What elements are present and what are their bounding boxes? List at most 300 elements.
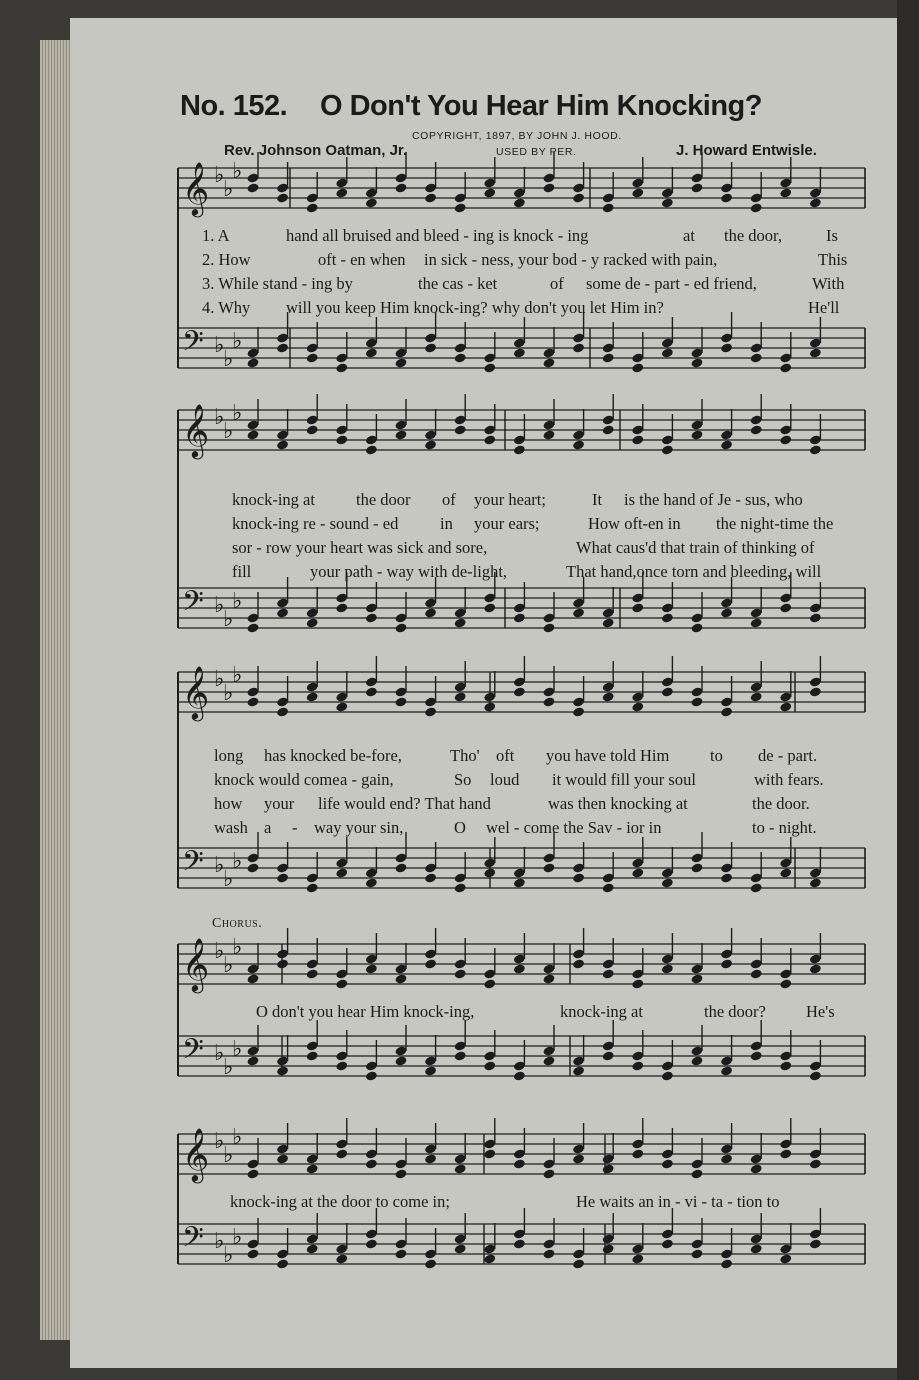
notehead <box>809 1070 822 1081</box>
notehead <box>365 1070 378 1081</box>
lyric-v3-b: the cas - ket <box>418 274 498 293</box>
lyric-b2-l1-c: of <box>442 490 456 509</box>
notehead <box>690 357 703 368</box>
notehead <box>602 882 615 893</box>
notehead <box>542 973 555 984</box>
notehead <box>246 182 259 193</box>
notehead <box>631 978 644 989</box>
chorus-l2-b: He waits an in - vi - ta - tion to <box>576 1192 780 1211</box>
lyric-b3-l1-e: you have told Him <box>546 746 670 765</box>
notehead <box>631 1060 644 1071</box>
notehead <box>542 696 555 707</box>
notehead <box>779 187 792 198</box>
notehead <box>631 867 644 878</box>
lyric-b3-l2-c: So <box>454 770 472 789</box>
flat-icon: ♭ <box>214 939 225 964</box>
notehead <box>542 1055 555 1066</box>
flat-icon: ♭ <box>232 935 243 960</box>
notehead <box>720 342 733 353</box>
notehead <box>542 862 555 873</box>
notehead <box>424 958 437 969</box>
notehead <box>335 867 348 878</box>
notehead <box>483 187 496 198</box>
lyric-b3-l3-c: life would end? That hand <box>318 794 491 813</box>
notehead <box>631 434 644 445</box>
lyric-b3-l2-d: loud <box>490 770 520 789</box>
lyric-b2-l1-a: knock-ing at <box>232 490 315 509</box>
treble-clef-icon: 𝄞 <box>182 161 210 215</box>
notehead <box>750 882 763 893</box>
lyric-b2-l4-b: your path - way with de-light, <box>310 562 508 581</box>
notehead <box>602 1163 615 1174</box>
lyric-b3-l2-f: with fears. <box>754 770 824 789</box>
notehead <box>394 1168 407 1179</box>
bass-clef-icon: 𝄢 <box>182 585 204 625</box>
treble-clef-icon: 𝄞 <box>182 403 210 457</box>
notehead <box>483 1148 496 1159</box>
flat-icon: ♭ <box>214 853 225 878</box>
notehead <box>602 352 615 363</box>
treble-clef-icon: 𝄞 <box>182 1127 210 1181</box>
lyric-b3-l4-e: O <box>454 818 466 837</box>
lyric-v1-d: the door, <box>724 226 782 245</box>
chorus-l1-b: knock-ing at <box>560 1002 643 1021</box>
notehead <box>394 862 407 873</box>
notehead <box>424 439 437 450</box>
notehead <box>572 439 585 450</box>
notehead <box>335 1148 348 1159</box>
notehead <box>246 1248 259 1259</box>
notehead <box>631 701 644 712</box>
notehead <box>424 342 437 353</box>
notehead <box>276 192 289 203</box>
lyric-v2-c: in sick - ness, your bod - y racked with pain, <box>424 250 718 269</box>
notehead <box>394 429 407 440</box>
notehead <box>246 1168 259 1179</box>
flat-icon: ♭ <box>214 593 225 618</box>
notehead <box>306 968 319 979</box>
notehead <box>690 1248 703 1259</box>
flat-icon: ♭ <box>214 1129 225 1154</box>
notehead <box>572 958 585 969</box>
notehead <box>276 1258 289 1269</box>
notehead <box>365 612 378 623</box>
notehead <box>424 1065 437 1076</box>
notehead <box>306 882 319 893</box>
notehead <box>690 622 703 633</box>
notehead <box>365 197 378 208</box>
bass-clef-icon: 𝄢 <box>182 1033 204 1073</box>
lyric-b3-l3-a: how <box>214 794 243 813</box>
notehead <box>572 1153 585 1164</box>
notehead <box>661 877 674 888</box>
notehead <box>690 973 703 984</box>
lyric-b2-l2-a: knock-ing re - sound - ed <box>232 514 399 533</box>
lyric-b2-l1-b: the door <box>356 490 411 509</box>
flat-icon: ♭ <box>232 401 243 426</box>
notehead <box>720 1258 733 1269</box>
notehead <box>513 686 526 697</box>
notehead <box>750 617 763 628</box>
lyric-v4-c: He'll <box>808 298 840 317</box>
notehead <box>572 342 585 353</box>
notehead <box>394 182 407 193</box>
flat-icon: ♭ <box>232 1225 243 1250</box>
notehead <box>809 1158 822 1169</box>
notehead <box>542 182 555 193</box>
notehead <box>365 686 378 697</box>
notehead <box>276 342 289 353</box>
notehead <box>306 691 319 702</box>
chorus-label: Chorus. <box>212 916 263 931</box>
notehead <box>246 622 259 633</box>
lyric-b2-l2-d: How oft-en in <box>588 514 681 533</box>
notehead <box>542 1248 555 1259</box>
notehead <box>779 362 792 373</box>
lyric-v4-b: will you keep Him knock-ing? why don't you let Him in? <box>286 298 664 317</box>
notehead <box>631 362 644 373</box>
lyric-b2-l4-a: fill <box>232 562 252 581</box>
notehead <box>276 872 289 883</box>
notehead <box>779 1148 792 1159</box>
notehead <box>690 1055 703 1066</box>
notehead <box>454 1163 467 1174</box>
lyric-v4-a: 4. Why <box>202 298 251 317</box>
flat-icon: ♭ <box>232 159 243 184</box>
notehead <box>720 192 733 203</box>
flat-icon: ♭ <box>223 177 234 202</box>
notehead <box>750 1163 763 1174</box>
flat-icon: ♭ <box>223 607 234 632</box>
notehead <box>809 1238 822 1249</box>
notehead <box>513 1158 526 1169</box>
notehead <box>572 192 585 203</box>
notehead <box>572 607 585 618</box>
notehead <box>572 1065 585 1076</box>
lyricist-credit: Rev. Johnson Oatman, Jr. <box>224 142 408 159</box>
notehead <box>809 686 822 697</box>
lyric-v3-a: 3. While stand - ing by <box>202 274 353 293</box>
notehead <box>335 701 348 712</box>
flat-icon: ♭ <box>214 163 225 188</box>
notehead <box>483 701 496 712</box>
notehead <box>306 352 319 363</box>
notehead <box>809 197 822 208</box>
flat-icon: ♭ <box>223 1143 234 1168</box>
treble-clef-icon: 𝄞 <box>182 937 210 991</box>
notehead <box>424 607 437 618</box>
notehead <box>779 1253 792 1264</box>
notehead <box>246 429 259 440</box>
notehead <box>513 1070 526 1081</box>
notehead <box>306 617 319 628</box>
notehead <box>454 968 467 979</box>
bass-clef-icon: 𝄢 <box>182 1221 204 1261</box>
notehead <box>513 963 526 974</box>
lyric-b3-l2-b: a - gain, <box>340 770 394 789</box>
lyric-b3-l4-c: - <box>292 818 298 837</box>
notehead <box>661 686 674 697</box>
notehead <box>483 978 496 989</box>
notehead <box>513 444 526 455</box>
notehead <box>365 444 378 455</box>
notehead <box>306 1050 319 1061</box>
lyric-v3-e: With <box>812 274 845 293</box>
lyric-b2-l3-b: What caus'd that train of thinking of <box>576 538 815 557</box>
notehead <box>720 706 733 717</box>
lyric-v1-b: hand all bruised and bleed - ing is knock - ing <box>286 226 589 245</box>
notehead <box>424 706 437 717</box>
lyric-v2-d: This <box>818 250 848 269</box>
notehead <box>454 617 467 628</box>
notehead <box>483 867 496 878</box>
lyric-b3-l4-f: wel - come the Sav - ior in <box>486 818 662 837</box>
notehead <box>542 622 555 633</box>
notehead <box>779 867 792 878</box>
notehead <box>809 612 822 623</box>
notehead <box>690 182 703 193</box>
notehead <box>394 1055 407 1066</box>
notehead <box>483 1253 496 1264</box>
notehead <box>246 862 259 873</box>
notehead <box>483 1060 496 1071</box>
notehead <box>306 1163 319 1174</box>
notehead <box>602 1050 615 1061</box>
flat-icon: ♭ <box>214 1041 225 1066</box>
notehead <box>454 691 467 702</box>
notehead <box>750 1050 763 1061</box>
notehead <box>454 424 467 435</box>
lyric-b3-l2-e: it would fill your soul <box>552 770 696 789</box>
notehead <box>602 1243 615 1254</box>
notehead <box>424 1258 437 1269</box>
notehead <box>483 602 496 613</box>
notehead <box>276 1065 289 1076</box>
notehead <box>661 1238 674 1249</box>
notehead <box>246 357 259 368</box>
flat-icon: ♭ <box>214 405 225 430</box>
lyric-v3-c: of <box>550 274 564 293</box>
notehead <box>779 1060 792 1071</box>
notehead <box>720 1153 733 1164</box>
notehead <box>542 1168 555 1179</box>
notehead <box>394 357 407 368</box>
notehead <box>661 197 674 208</box>
lyric-b3-l1-f: to <box>710 746 723 765</box>
lyric-b3-l1-d: oft <box>496 746 515 765</box>
lyric-b3-l3-d: was then knocking at <box>548 794 688 813</box>
notehead <box>809 877 822 888</box>
notehead <box>750 691 763 702</box>
notehead <box>513 612 526 623</box>
flat-icon: ♭ <box>232 849 243 874</box>
notehead <box>690 696 703 707</box>
lyric-b2-l2-c: your ears; <box>474 514 540 533</box>
notehead <box>424 1153 437 1164</box>
flat-icon: ♭ <box>214 667 225 692</box>
lyric-b3-l4-g: to - night. <box>752 818 817 837</box>
composer-credit: J. Howard Entwisle. <box>676 142 817 159</box>
notehead <box>572 1258 585 1269</box>
flat-icon: ♭ <box>223 1243 234 1268</box>
flat-icon: ♭ <box>223 347 234 372</box>
notehead <box>335 602 348 613</box>
lyric-b3-l1-b: has knocked be-fore, <box>264 746 402 765</box>
notehead <box>720 607 733 618</box>
notehead <box>335 187 348 198</box>
notehead <box>365 963 378 974</box>
notehead <box>424 192 437 203</box>
lyric-v1-c: at <box>683 226 695 245</box>
bass-clef-icon: 𝄢 <box>182 325 204 365</box>
notehead <box>720 1065 733 1076</box>
notehead <box>246 1055 259 1066</box>
lyric-b3-l1-a: long <box>214 746 244 765</box>
notehead <box>394 696 407 707</box>
notehead <box>720 872 733 883</box>
permission-line: USED BY PER. <box>496 146 577 158</box>
notehead <box>276 706 289 717</box>
notehead <box>542 357 555 368</box>
notehead <box>779 434 792 445</box>
notehead <box>365 877 378 888</box>
notehead <box>483 362 496 373</box>
chorus-l2-a: knock-ing at the door to come in; <box>230 1192 450 1211</box>
lyric-v1-a: 1. A <box>202 226 230 245</box>
copyright-line: COPYRIGHT, 1897, BY JOHN J. HOOD. <box>412 130 622 142</box>
notehead <box>513 877 526 888</box>
notehead <box>631 1148 644 1159</box>
flat-icon: ♭ <box>214 333 225 358</box>
flat-icon: ♭ <box>223 953 234 978</box>
flat-icon: ♭ <box>223 1055 234 1080</box>
notehead <box>394 973 407 984</box>
flat-icon: ♭ <box>232 589 243 614</box>
flat-icon: ♭ <box>223 681 234 706</box>
notehead <box>306 424 319 435</box>
notehead <box>335 978 348 989</box>
notehead <box>690 1168 703 1179</box>
bass-clef-icon: 𝄢 <box>182 845 204 885</box>
notehead <box>661 963 674 974</box>
notehead <box>661 1158 674 1169</box>
notehead <box>779 978 792 989</box>
notehead <box>454 202 467 213</box>
hymn-title: O Don't You Hear Him Knocking? <box>320 90 762 122</box>
lyric-v2-a: 2. How <box>202 250 251 269</box>
lyric-b3-l4-d: way your sin, <box>314 818 404 837</box>
lyric-b2-l4-c: That hand,once torn and bleeding, will <box>566 562 822 581</box>
lyric-b3-l1-g: de - part. <box>758 746 818 765</box>
notehead <box>720 439 733 450</box>
notehead <box>276 1153 289 1164</box>
notehead <box>750 352 763 363</box>
notehead <box>690 862 703 873</box>
notehead <box>246 696 259 707</box>
flat-icon: ♭ <box>223 867 234 892</box>
notehead <box>513 1238 526 1249</box>
notehead <box>809 347 822 358</box>
notehead <box>483 434 496 445</box>
notehead <box>454 1050 467 1061</box>
notehead <box>276 958 289 969</box>
notehead <box>276 607 289 618</box>
notehead <box>572 872 585 883</box>
lyric-b2-l2-e: the night-time the <box>716 514 834 533</box>
notehead <box>454 1243 467 1254</box>
treble-clef-icon: 𝄞 <box>182 665 210 719</box>
notehead <box>365 347 378 358</box>
notehead <box>690 429 703 440</box>
flat-icon: ♭ <box>232 329 243 354</box>
lyric-b3-l4-b: a <box>264 818 272 837</box>
notehead <box>750 1243 763 1254</box>
lyric-b2-l1-f: is the hand of Je - sus, who <box>624 490 803 509</box>
notehead <box>335 1060 348 1071</box>
flat-icon: ♭ <box>214 1229 225 1254</box>
chorus-l1-a: O don't you hear Him knock-ing, <box>256 1002 475 1021</box>
flat-icon: ♭ <box>232 663 243 688</box>
lyric-v2-b: oft - en when <box>318 250 406 269</box>
flat-icon: ♭ <box>223 419 234 444</box>
chorus-l1-d: He's <box>806 1002 835 1021</box>
notehead <box>542 429 555 440</box>
lyric-b2-l2-b: in <box>440 514 453 533</box>
notehead <box>335 1253 348 1264</box>
lyric-b2-l1-e: It <box>592 490 603 509</box>
notehead <box>306 1243 319 1254</box>
notehead <box>809 444 822 455</box>
notehead <box>513 347 526 358</box>
notehead <box>779 602 792 613</box>
lyric-b3-l3-b: your <box>264 794 295 813</box>
flat-icon: ♭ <box>232 1037 243 1062</box>
notehead <box>602 691 615 702</box>
notehead <box>246 973 259 984</box>
lyric-b2-l1-d: your heart; <box>474 490 546 509</box>
notehead <box>335 362 348 373</box>
notehead <box>394 1248 407 1259</box>
notehead <box>335 434 348 445</box>
lyric-v1-e: Is <box>826 226 838 245</box>
lyric-v3-d: some de - part - ed friend, <box>586 274 757 293</box>
notehead <box>602 968 615 979</box>
notehead <box>424 872 437 883</box>
notehead <box>661 347 674 358</box>
notehead <box>750 202 763 213</box>
lyric-b3-l4-a: wash <box>214 818 248 837</box>
notehead <box>750 424 763 435</box>
notehead <box>365 1158 378 1169</box>
notehead <box>602 202 615 213</box>
flat-icon: ♭ <box>232 1125 243 1150</box>
notehead <box>631 1253 644 1264</box>
notehead <box>661 1070 674 1081</box>
notehead <box>454 352 467 363</box>
notehead <box>572 706 585 717</box>
lyric-b3-l3-e: the door. <box>752 794 810 813</box>
notehead <box>365 1238 378 1249</box>
notehead <box>661 444 674 455</box>
notehead <box>661 612 674 623</box>
notehead <box>750 968 763 979</box>
lyric-b3-l1-c: Tho' <box>450 746 480 765</box>
lyric-b3-l2-a: knock would come <box>214 770 340 789</box>
notehead <box>454 882 467 893</box>
chorus-l1-c: the door? <box>704 1002 766 1021</box>
notehead <box>602 424 615 435</box>
notehead <box>779 701 792 712</box>
